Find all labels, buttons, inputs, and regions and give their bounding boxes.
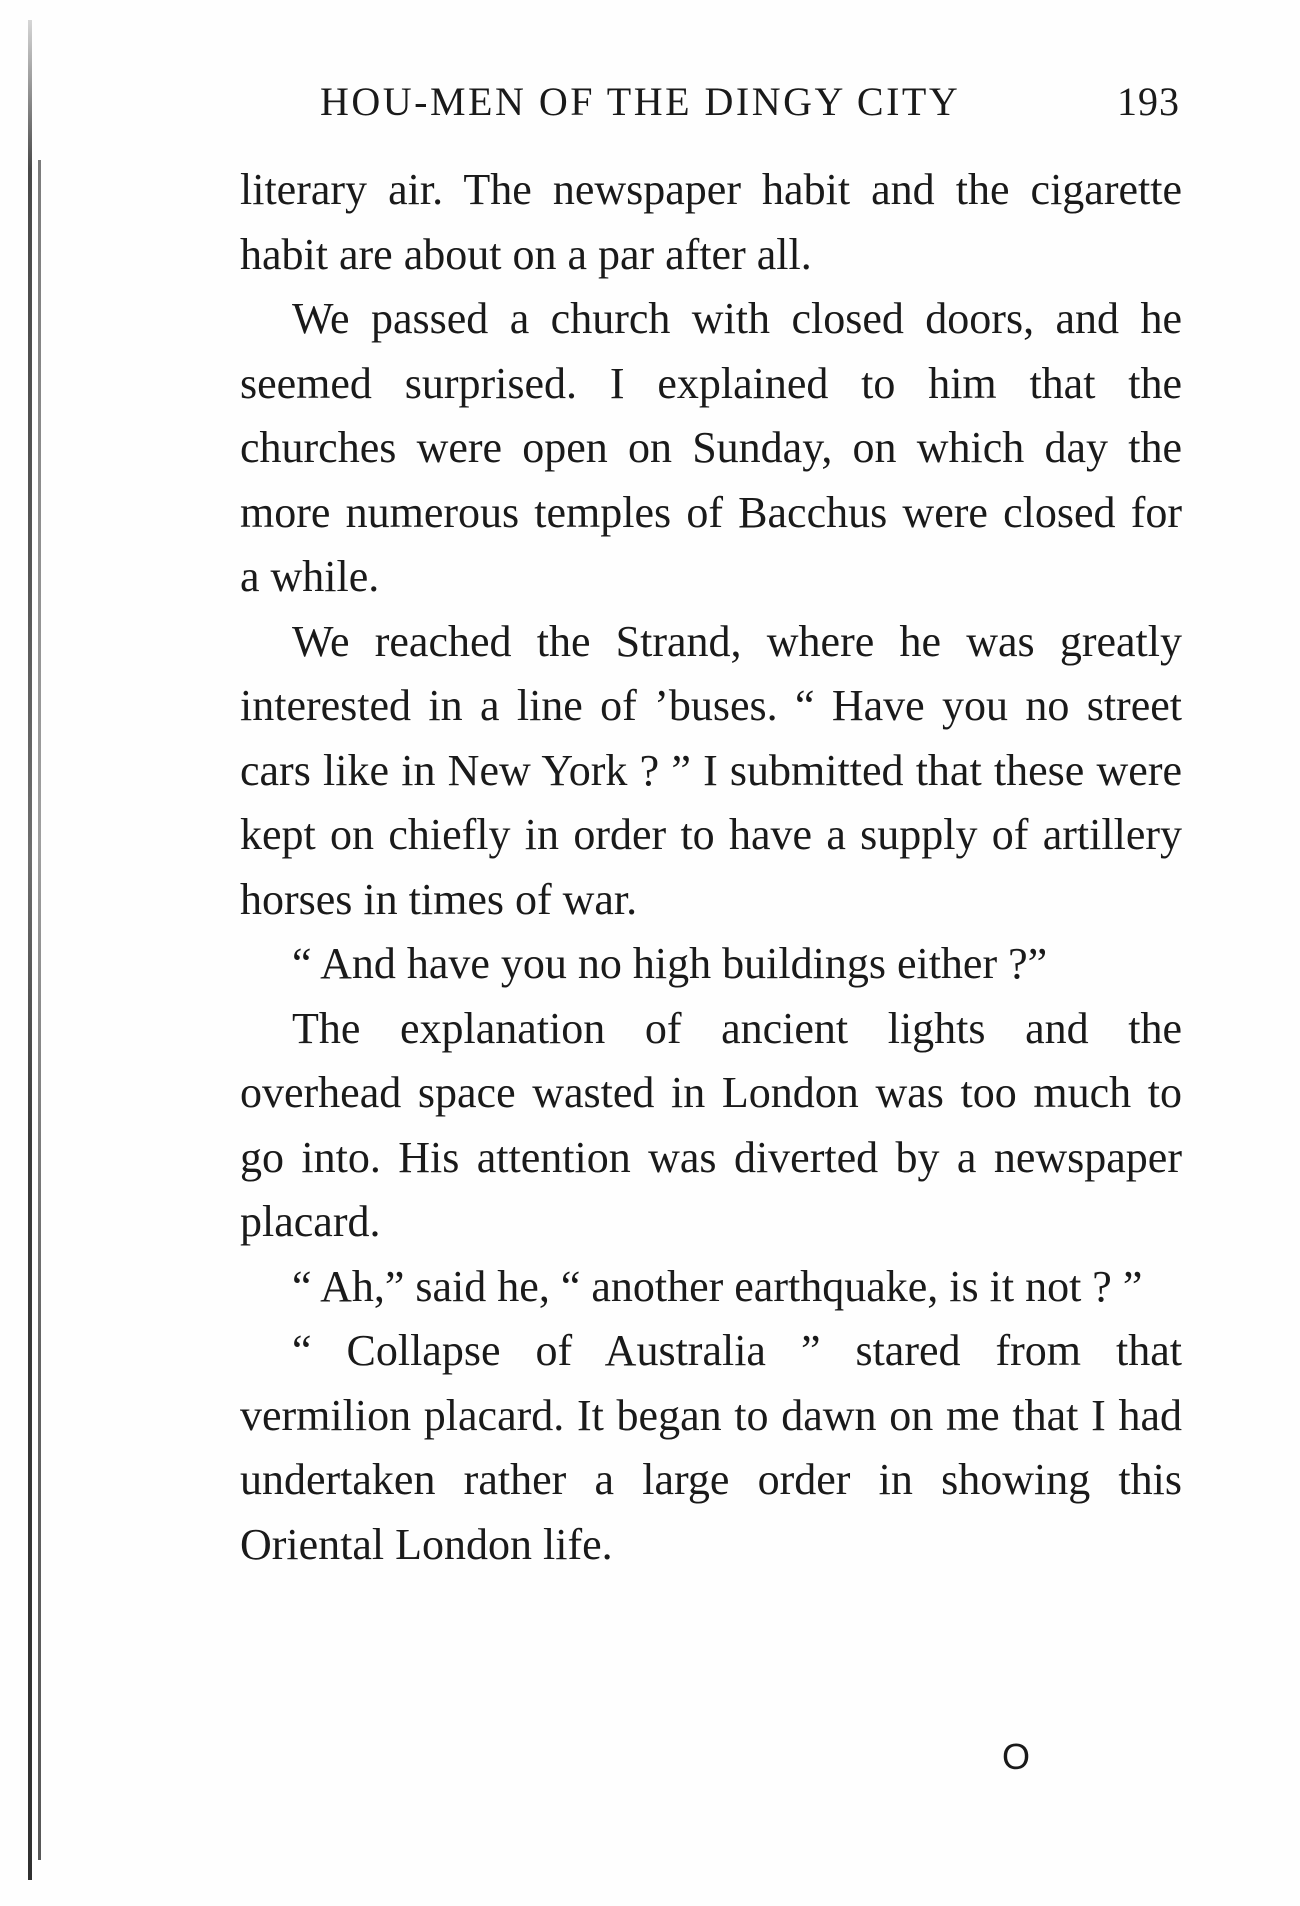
binding-edge-shadow-inner bbox=[38, 160, 41, 1860]
running-head bbox=[320, 78, 1180, 138]
paragraph: literary air. The newspaper habit and the cigarette habit are about on a par after all. bbox=[240, 165, 1182, 279]
paragraph: “ Collapse of Australia ” stared from that vermilion placard. It began to dawn on me that I had undertaken rather a large order in showing this Oriental London life. bbox=[240, 1326, 1182, 1569]
running-title: HOU-MEN OF THE DINGY CITY bbox=[320, 79, 961, 124]
paragraph: “ And have you no high buildings either ?” bbox=[292, 939, 1048, 988]
body-text bbox=[240, 158, 1182, 1577]
paragraph: The explanation of ancient lights and the overhead space wasted in London was too much to go into. His attention was diverted by a newspaper placard. bbox=[240, 1003, 1182, 1246]
paragraph: We passed a church with closed doors, and he seemed surprised. I explained to him that the churches were open on Sunday, on which day the more numerous temples of Bacchus were closed for a while. bbox=[240, 294, 1182, 601]
paragraph: “ Ah,” said he, “ another earthquake, is it not ? ” bbox=[292, 1261, 1143, 1311]
binding-edge-shadow bbox=[28, 20, 32, 1880]
paragraph: We reached the Strand, where he was greatly interested in a line of ’buses. “ Have you no street cars like in New York ? ” I submitted that these were kept on chiefly in order to have a supply of artillery horses in times of war. bbox=[240, 616, 1182, 924]
page-number: 193 bbox=[1117, 79, 1180, 124]
signature-mark: O bbox=[1002, 1736, 1031, 1777]
